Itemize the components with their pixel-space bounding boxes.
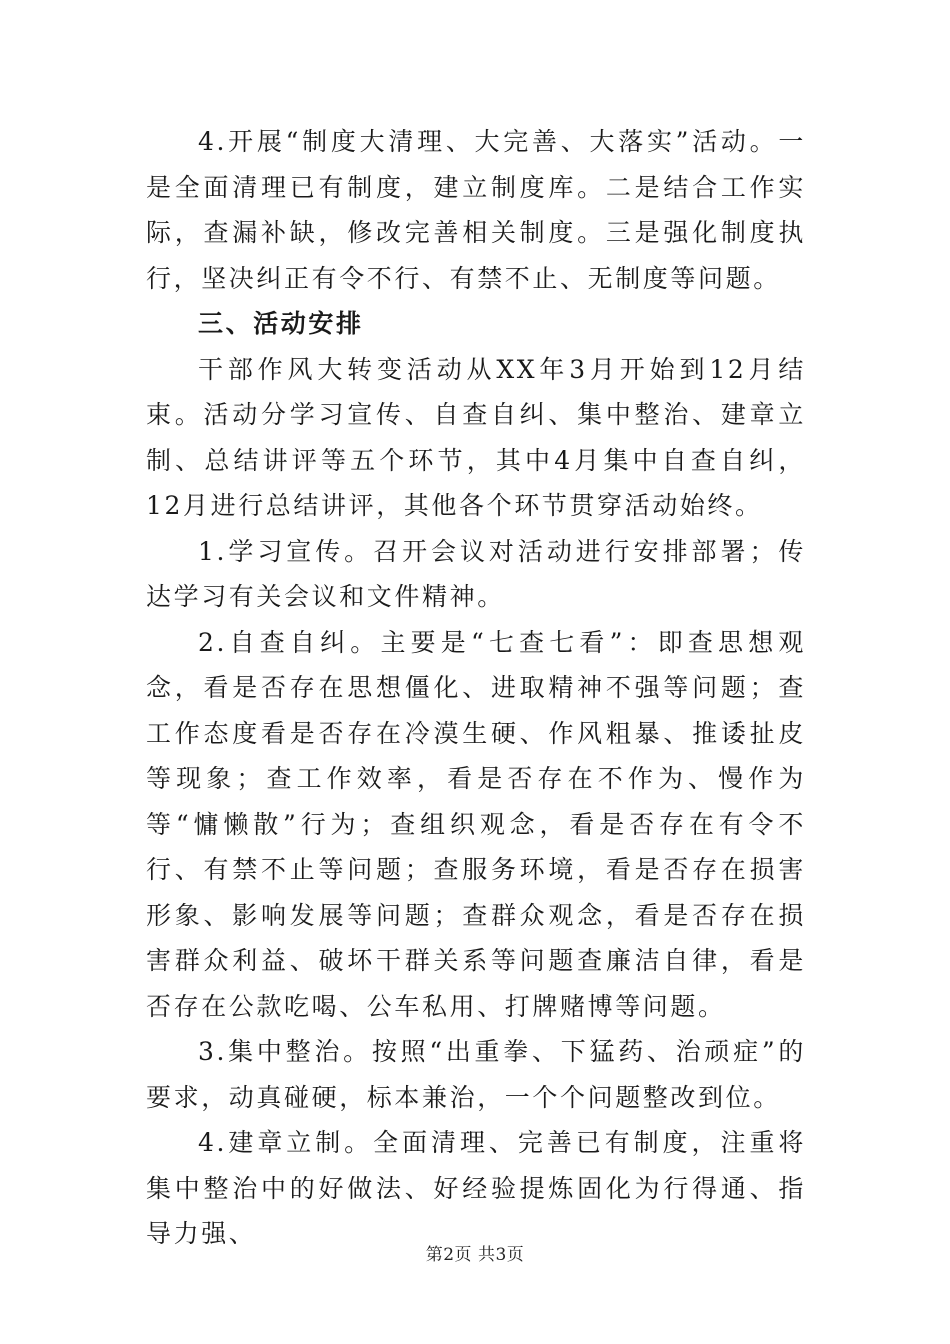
paragraph-system-cleanup: 4.开展“制度大清理、大完善、大落实”活动。一是全面清理已有制度，建立制度库。二是结合工作实际，查漏补缺，修改完善相关制度。三是强化制度执行，坚决纠正有令不行、有禁不止、无制度等问题。	[146, 127, 806, 293]
paragraph-activity-schedule: 干部作风大转变活动从XX年3月开始到12月结束。活动分学习宣传、自查自纠、集中整治、建章立制、总结讲评等五个环节，其中4月集中自查自纠，12月进行总结讲评，其他各个环节贯穿活动始终。	[146, 354, 806, 520]
document-body	[146, 119, 806, 1257]
paragraph-centralized-rectification: 3.集中整治。按照“出重拳、下猛药、治顽症”的要求，动真碰硬，标本兼治，一个个问题整改到位。	[146, 1037, 806, 1112]
paragraph-study-publicity: 1.学习宣传。召开会议对活动进行安排部署；传达学习有关会议和文件精神。	[146, 536, 806, 611]
page-number-footer: 第2页 共3页	[425, 1245, 525, 1265]
paragraph-self-inspection: 2.自查自纠。主要是“七查七看”：即查思想观念，看是否存在思想僵化、进取精神不强等问题；查工作态度看是否存在冷漠生硬、作风粗暴、推诿扯皮等现象；查工作效率，看是否存在不作为、慢作为等“慵懒散”行为；查组织观念，看是否存在有令不行、有禁不止等问题；查服务环境，看是否存在损害形象、影响发展等问题；查群众观念，看是否存在损害群众利益、破坏干群关系等问题查廉洁自律，看是否存在公款吃喝、公车私用、打牌赌博等问题。	[146, 627, 806, 1021]
paragraph-rule-building: 4.建章立制。全面清理、完善已有制度，注重将集中整治中的好做法、好经验提炼固化为行得通、指导力强、	[146, 1128, 806, 1248]
section-heading-activity-arrangement: 三、活动安排	[198, 309, 364, 338]
